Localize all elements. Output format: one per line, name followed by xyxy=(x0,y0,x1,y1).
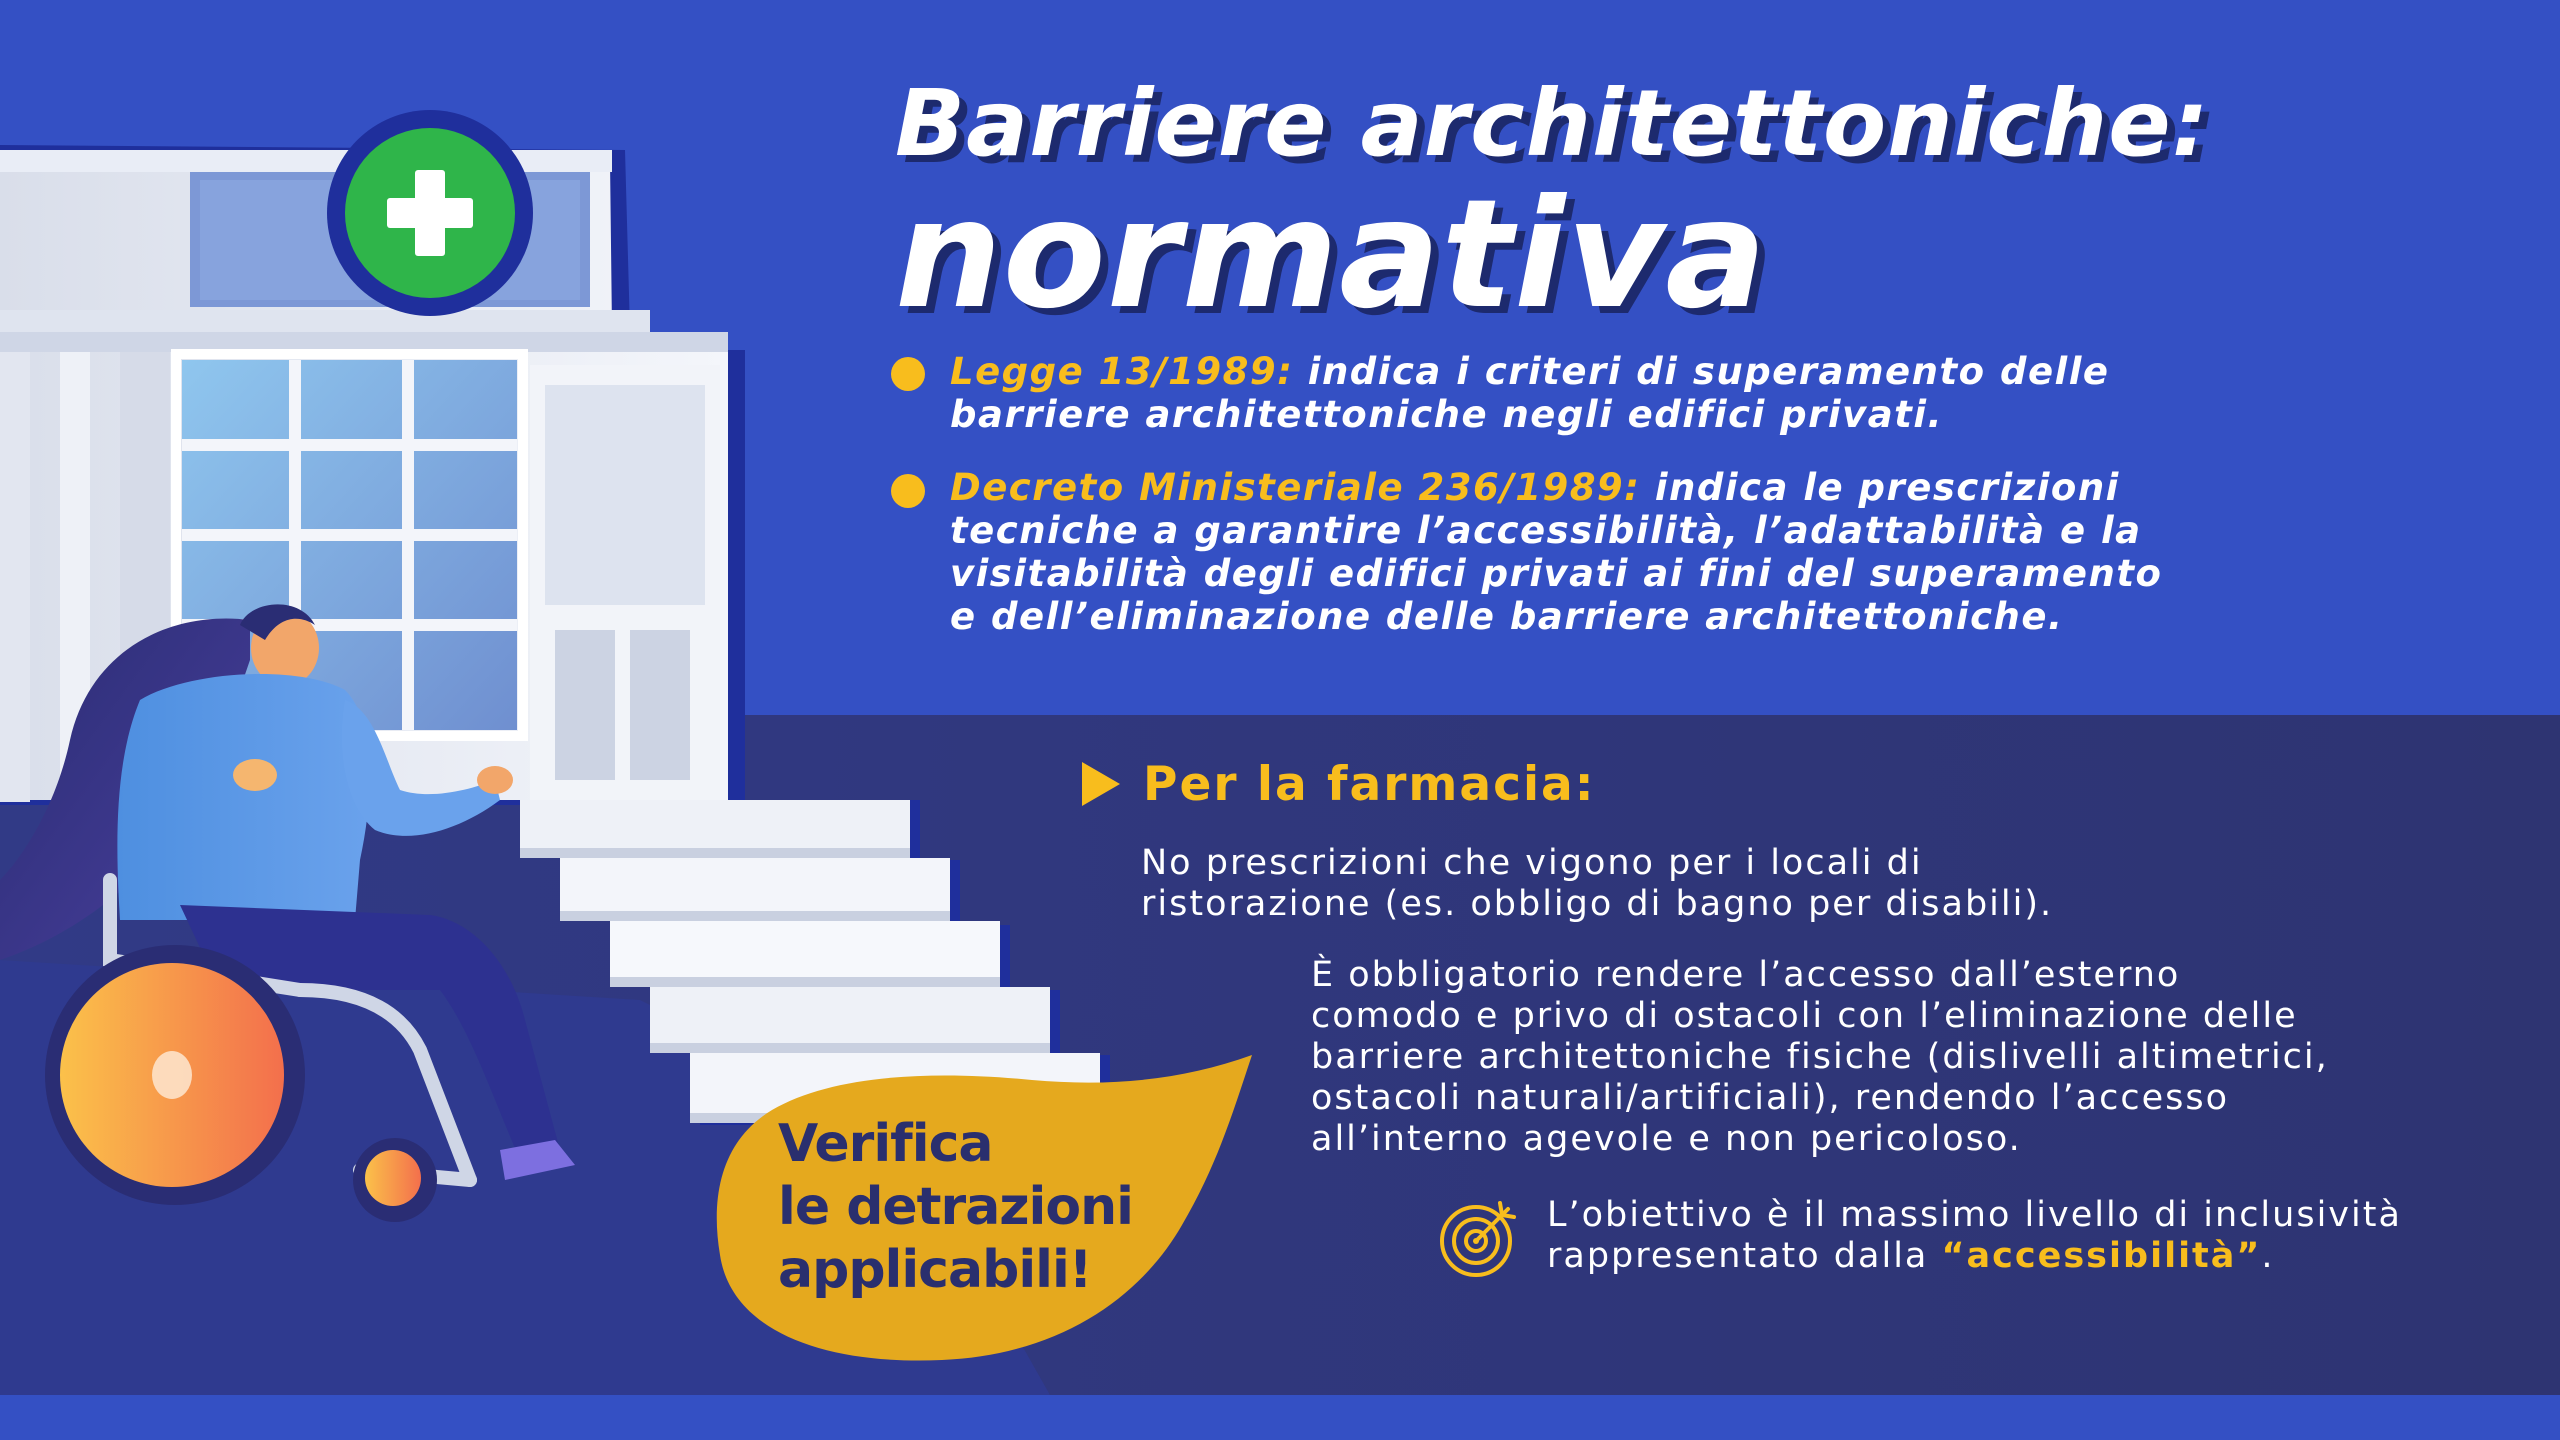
law-description-line: tecniche a garantire l’accessibilità, l’adattabilità e la xyxy=(950,509,2142,552)
page-title-line-2: normativa xyxy=(895,168,1768,342)
paragraph-line: comodo e privo di ostacoli con l’eliminazione delle xyxy=(1311,996,2298,1036)
law-description-line: visitabilità degli edifici privati ai fini del superamento xyxy=(950,552,2163,595)
paragraph-line: ristorazione (es. obbligo di bagno per disabili). xyxy=(1141,884,2054,924)
play-triangle-icon xyxy=(1082,762,1120,806)
page-title-line-1: Barriere architettoniche: xyxy=(895,70,2210,177)
law-item-legge-13-1989 xyxy=(950,350,2390,436)
goal-statement xyxy=(1547,1195,2527,1277)
goal-suffix: . xyxy=(2261,1236,2275,1276)
bubble-text xyxy=(778,1113,1133,1302)
goal-highlight: “accessibilità” xyxy=(1941,1236,2262,1276)
green-cross-icon xyxy=(327,110,533,316)
paragraph-line: No prescrizioni che vigono per i locali di xyxy=(1141,843,1923,883)
law-item-dm-236-1989 xyxy=(950,466,2390,638)
bullet-dot-icon xyxy=(891,474,925,508)
bubble-line: Verifica xyxy=(778,1114,993,1174)
goal-line-1: L’obiettivo è il massimo livello di inclusività xyxy=(1547,1195,2402,1235)
pharmacy-paragraph-1 xyxy=(1141,843,2141,925)
target-icon xyxy=(1436,1195,1522,1281)
bubble-line: le detrazioni xyxy=(778,1177,1133,1237)
paragraph-line: È obbligatorio rendere l’accesso dall’esterno xyxy=(1311,955,2181,995)
paragraph-line: all’interno agevole e non pericoloso. xyxy=(1311,1119,2022,1159)
law-description-line: indica i criteri di superamento delle xyxy=(1293,350,2110,393)
paragraph-line: ostacoli naturali/artificiali), rendendo l’accesso xyxy=(1311,1078,2229,1118)
paragraph-line: barriere architettoniche fisiche (dislivelli altimetrici, xyxy=(1311,1037,2329,1077)
law-description-line: indica le prescrizioni xyxy=(1640,466,2120,509)
law-description-line: barriere architettoniche negli edifici privati. xyxy=(950,393,1944,436)
law-name: Decreto Ministeriale 236/1989: xyxy=(950,466,1641,509)
bubble-line: applicabili! xyxy=(778,1240,1092,1300)
law-name: Legge 13/1989: xyxy=(950,350,1294,393)
law-description-line: e dell’eliminazione delle barriere architettoniche. xyxy=(950,595,2064,638)
bullet-dot-icon xyxy=(891,357,925,391)
section-heading-pharmacy: Per la farmacia: xyxy=(1143,757,1596,812)
pharmacy-paragraph-2 xyxy=(1311,955,2491,1160)
goal-line-2-prefix: rappresentato dalla xyxy=(1547,1236,1942,1276)
